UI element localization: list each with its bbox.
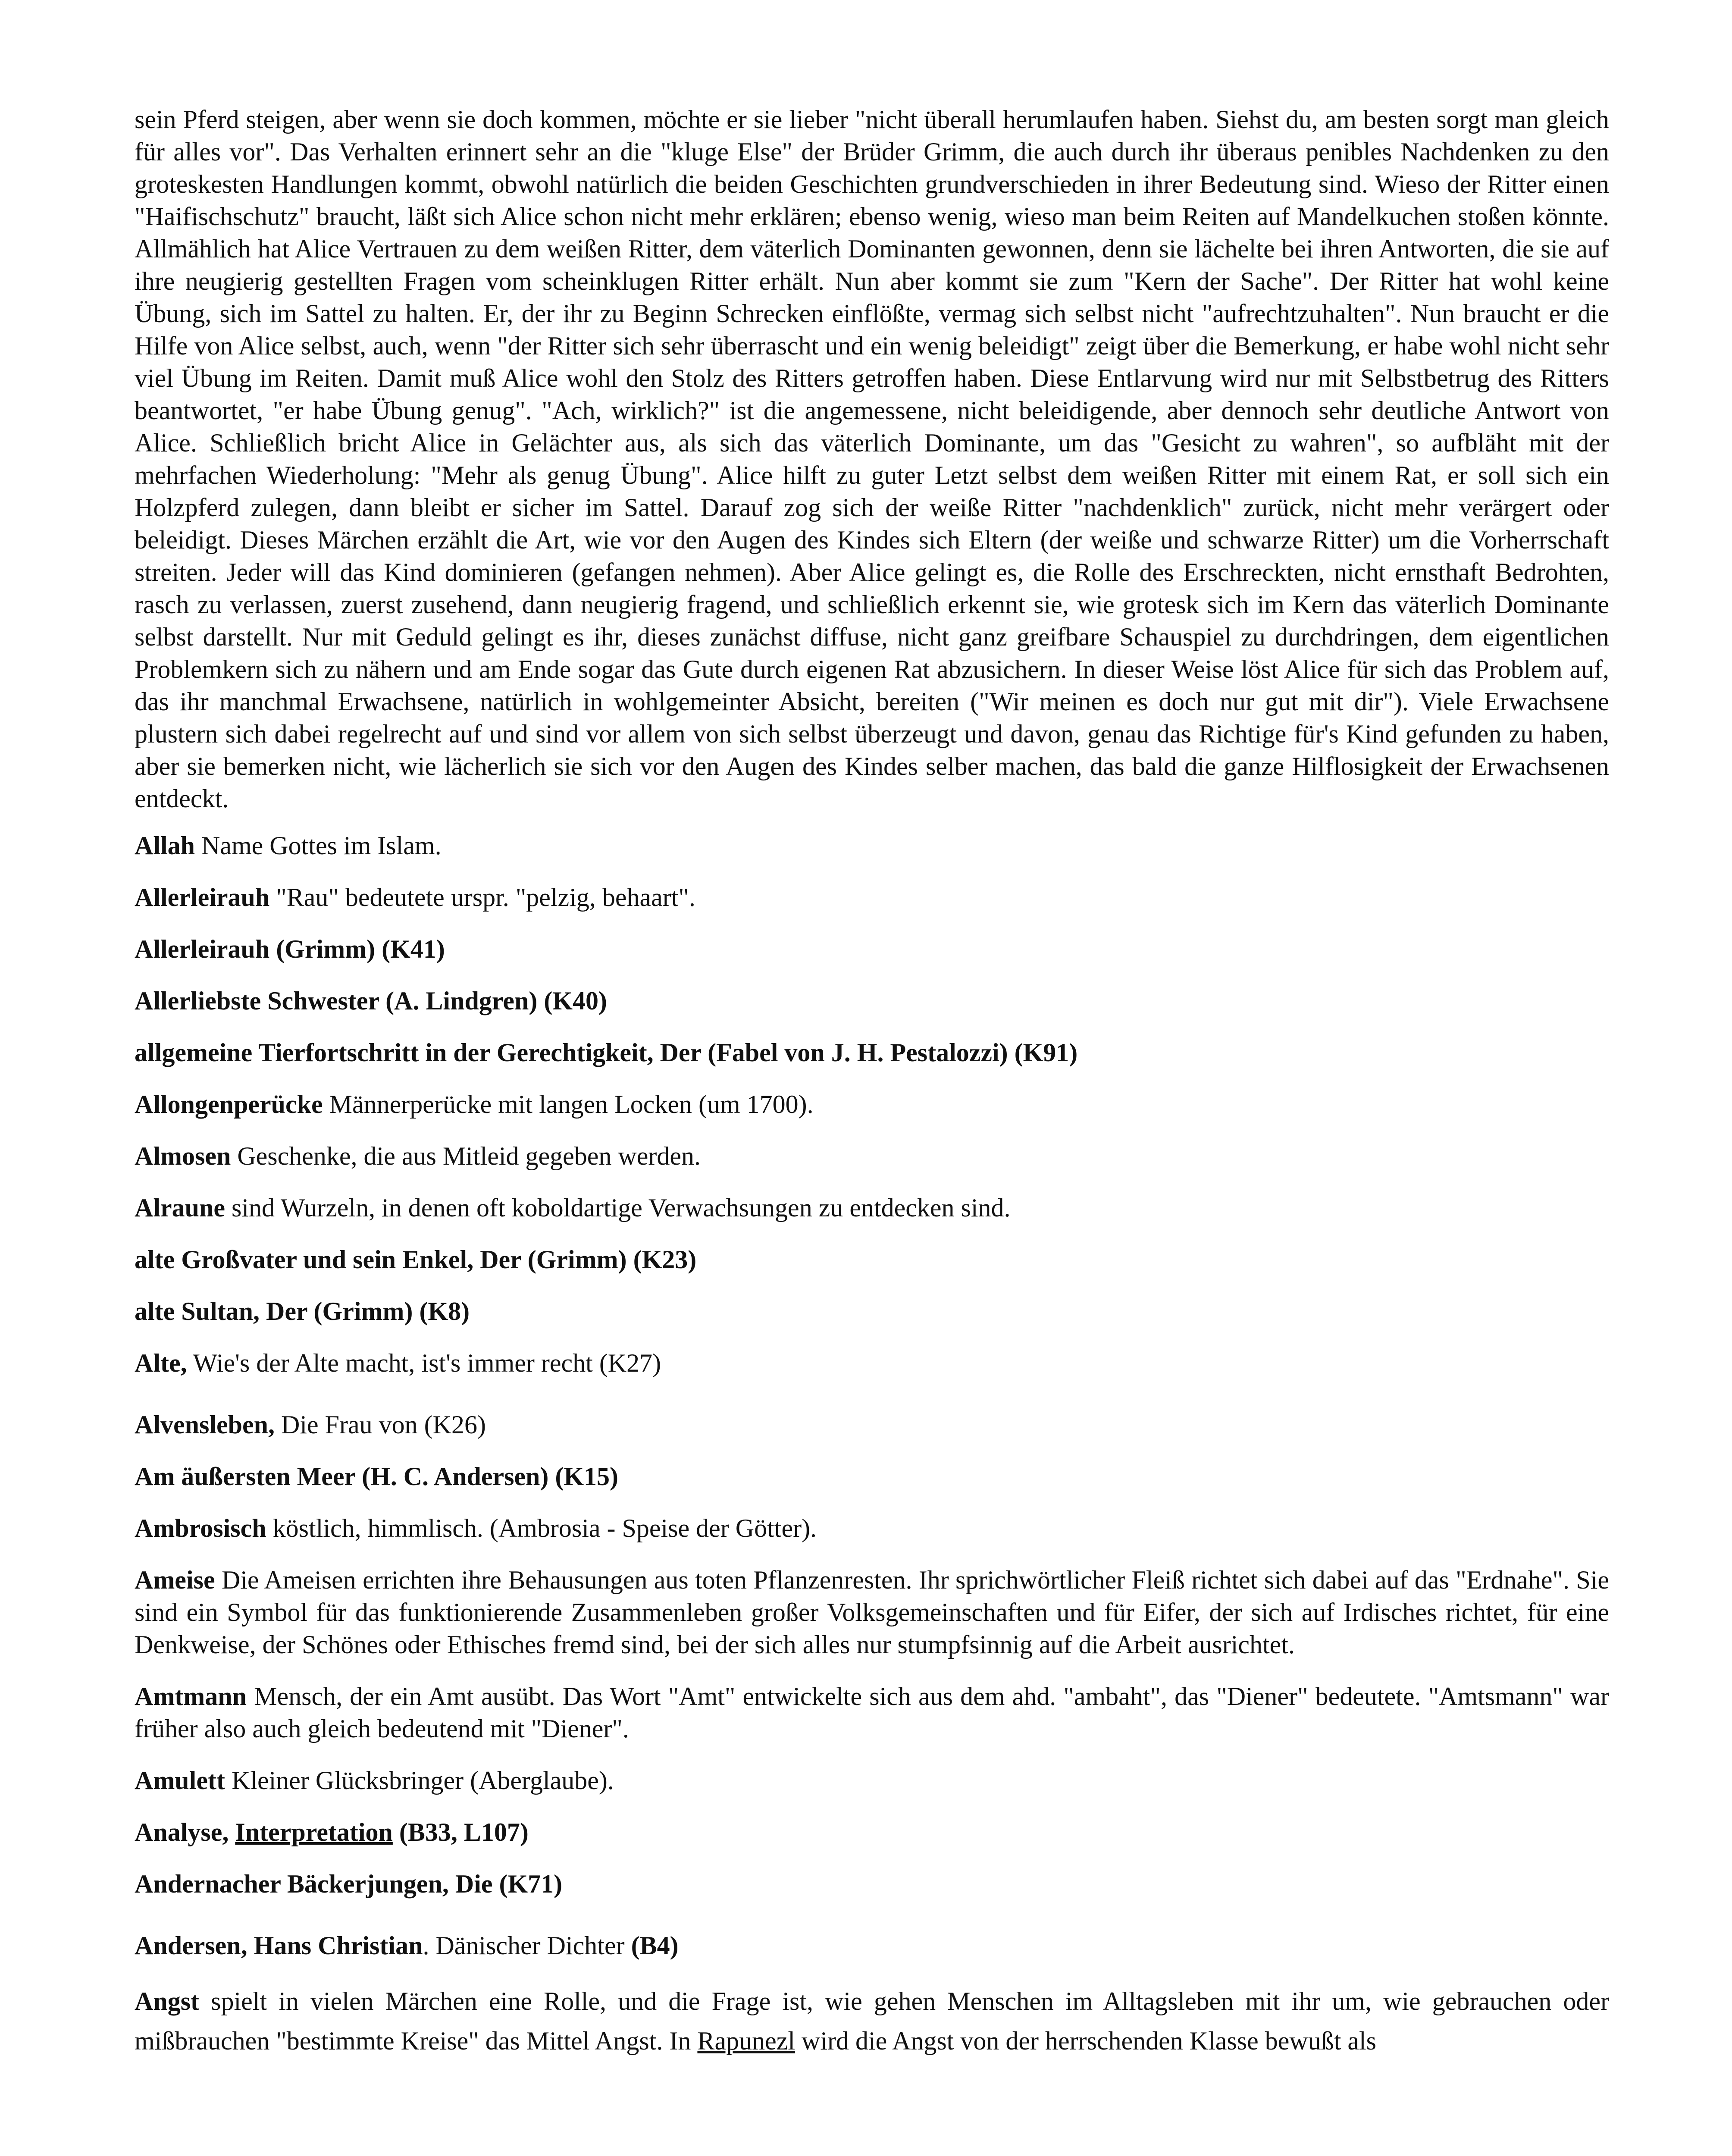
entry-text: "Rau" bedeutete urspr. "pelzig, behaart". — [269, 883, 695, 912]
entry-alte-grossvater — [135, 1244, 1609, 1276]
entry-term: Allerliebste Schwester (A. Lindgren) (K40) — [135, 987, 607, 1015]
entry-term: Allongenperücke — [135, 1090, 323, 1119]
entry-text-continued: wird die Angst von der herrschenden Klasse bewußt als — [795, 2027, 1377, 2055]
entry-alte — [135, 1347, 1609, 1379]
entry-term: Ambrosisch — [135, 1514, 266, 1542]
entry-almosen — [135, 1140, 1609, 1172]
entry-analyse — [135, 1816, 1609, 1849]
interpretation-link[interactable]: Interpretation — [235, 1818, 393, 1846]
entry-term: Angst — [135, 1987, 200, 2015]
entry-term: Alte, — [135, 1349, 187, 1377]
entry-amulett — [135, 1764, 1609, 1797]
entry-term: Almosen — [135, 1142, 231, 1170]
entry-text: sind Wurzeln, in denen oft koboldartige Verwachsungen zu entdecken sind. — [225, 1194, 1011, 1222]
entry-text: Mensch, der ein Amt ausübt. Das Wort "Amt" entwickelte sich aus dem ahd. "ambaht", das "Diener" bedeutete. "Amtsmann" war früher also auch gleich bedeutend mit "Diener". — [135, 1682, 1609, 1743]
entry-term: Andernacher Bäckerjungen, Die (K71) — [135, 1870, 563, 1898]
entry-term: Alraune — [135, 1194, 225, 1222]
entry-amtmann — [135, 1680, 1609, 1745]
entry-andersen — [135, 1930, 1609, 1962]
entry-alraune — [135, 1192, 1609, 1224]
entry-ambrosisch — [135, 1512, 1609, 1545]
entry-term: Allerleirauh (Grimm) (K41) — [135, 935, 445, 963]
entry-andernacher — [135, 1868, 1609, 1900]
entry-alte-sultan — [135, 1295, 1609, 1328]
entry-term: Allerleirauh — [135, 883, 270, 912]
entry-term: alte Sultan, Der (Grimm) (K8) — [135, 1297, 470, 1326]
entry-term: Analyse, — [135, 1818, 235, 1846]
entry-term: Amulett — [135, 1766, 225, 1795]
entry-term: Am äußersten Meer (H. C. Andersen) (K15) — [135, 1462, 619, 1491]
entry-text: . Dänischer Dichter — [423, 1931, 631, 1960]
document-page — [135, 103, 1609, 2080]
entry-text: Männerperücke mit langen Locken (um 1700). — [323, 1090, 814, 1119]
entry-text: Die Ameisen errichten ihre Behausungen aus toten Pflanzenresten. Ihr sprichwörtlicher Fleiß richtet sich dabei auf das "Erdnahe". Sie sind ein Symbol für das funktionierende Zusammenleben großer Volksgemeinschaften und für Eifer, der sich auf Irdisches richtet, für eine Denkweise, der Schönes oder Ethisches fremd sind, bei der sich alles nur stumpfsinnig auf die Arbeit ausrichtet. — [135, 1566, 1609, 1659]
entry-term: Andersen, Hans Christian — [135, 1931, 423, 1960]
entry-term: Ameise — [135, 1566, 215, 1594]
entry-allerliebste-schwester — [135, 985, 1609, 1017]
entry-allongenperuecke — [135, 1088, 1609, 1121]
entry-text: Geschenke, die aus Mitleid gegeben werden. — [231, 1142, 701, 1170]
entry-term: alte Großvater und sein Enkel, Der (Grimm) (K23) — [135, 1245, 697, 1274]
intro-paragraph: sein Pferd steigen, aber wenn sie doch kommen, möchte er sie lieber "nicht überall herumlaufen haben. Siehst du, am besten sorgt man gleich für alles vor". Das Verhalten erinnert sehr an die "kluge Else" der Brüder Grimm, die auch durch ihr überaus penibles Nachdenken zu den groteskesten Handlungen kommt, obwohl natürlich die beiden Geschichten grundverschieden in ihrer Bedeutung sind. Wieso der Ritter einen "Haifischschutz" braucht, läßt sich Alice schon nicht mehr erklären; ebenso wenig, wieso man beim Reiten auf Mandelkuchen stoßen könnte. Allmählich hat Alice Vertrauen zu dem weißen Ritter, dem väterlich Dominanten gewonnen, denn sie lächelte bei ihren Antworten, die sie auf ihre neugierig gestellten Fragen vom scheinklugen Ritter erhält. Nun aber kommt sie zum "Kern der Sache". Der Ritter hat wohl keine Übung, sich im Sattel zu halten. Er, der ihr zu Beginn Schrecken einflößte, vermag sich selbst nicht "aufrechtzuhalten". Nun braucht er die Hilfe von Alice selbst, auch, wenn "der Ritter sich sehr überrascht und ein wenig beleidigt" zeigt über die Bemerkung, er habe wohl nicht sehr viel Übung im Reiten. Damit muß Alice wohl den Stolz des Ritters getroffen haben. Diese Entlarvung wird nur mit Selbstbetrug des Ritters beantwortet, "er habe Übung genug". "Ach, wirklich?" ist die angemessene, nicht beleidigende, aber dennoch sehr deutliche Antwort von Alice. Schließlich bricht Alice in Gelächter aus, als sich das väterlich Dominante, um das "Gesicht zu wahren", so aufbläht mit der mehrfachen Wiederholung: "Mehr als genug Übung". Alice hilft zu guter Letzt selbst dem weißen Ritter mit einem Rat, er soll sich ein Holzpferd zulegen, dann bleibt er sicher im Sattel. Darauf zog sich der weiße Ritter "nachdenklich" zurück, nicht mehr verärgert oder beleidigt. Dieses Märchen erzählt die Art, wie vor den Augen des Kindes sich Eltern (der weiße und schwarze Ritter) um die Vorherrschaft streiten. Jeder will das Kind dominieren (gefangen nehmen). Aber Alice gelingt es, die Rolle des Erschreckten, nicht ernsthaft Bedrohten, rasch zu verlassen, zuerst zusehend, dann neugierig fragend, und schließlich erkennt sie, wie grotesk sich im Kern das väterlich Dominante selbst darstellt. Nur mit Geduld gelingt es ihr, dieses zunächst diffuse, nicht ganz greifbare Schauspiel zu durchdringen, dem eigentlichen Problemkern sich zu nähern und am Ende sogar das Gute durch eigenen Rat abzusichern. In dieser Weise löst Alice für sich das Problem auf, das ihr manchmal Erwachsene, natürlich in wohlgemeinter Absicht, bereiten ("Wir meinen es doch nur gut mit dir"). Viele Erwachsene plustern sich dabei regelrecht auf und sind vor allem von sich selbst überzeugt und davon, genau das Richtige für's Kind gefunden zu haben, aber sie bemerken nicht, wie lächerlich sie sich vor den Augen des Kindes selber machen, das bald die ganze Hilflosigkeit der Erwachsenen entdeckt. — [135, 105, 1609, 813]
entry-allah — [135, 830, 1609, 862]
entry-ref: (B33, L107) — [392, 1818, 529, 1846]
entry-ref: (B4) — [631, 1931, 679, 1960]
entry-allerleirauh — [135, 881, 1609, 914]
entry-text: Wie's der Alte macht, ist's immer recht (K27) — [187, 1349, 661, 1377]
entry-text: Name Gottes im Islam. — [195, 831, 442, 860]
entry-term: Alvensleben, — [135, 1410, 275, 1439]
entry-text: Die Frau von (K26) — [275, 1410, 486, 1439]
rapunezl-link[interactable]: Rapunezl — [697, 2027, 796, 2055]
entry-tierfortschritt — [135, 1037, 1609, 1069]
entry-allerleirauh-grimm — [135, 933, 1609, 965]
entry-term: allgemeine Tierfortschritt in der Gerechtigkeit, Der (Fabel von J. H. Pestalozzi) (K91) — [135, 1038, 1078, 1067]
entry-am-aeussersten-meer — [135, 1460, 1609, 1493]
entry-text: Kleiner Glücksbringer (Aberglaube). — [225, 1766, 614, 1795]
entry-term: Amtmann — [135, 1682, 247, 1711]
entry-term: Allah — [135, 831, 195, 860]
entry-text: köstlich, himmlisch. (Ambrosia - Speise der Götter). — [266, 1514, 817, 1542]
entry-text: spielt in vielen Märchen eine Rolle, und die Frage ist, wie gehen Menschen im Alltagsleben mit ihr um, wie gebrauchen oder mißbrauchen "bestimmte Kreise" das Mittel Angst. In — [135, 1987, 1609, 2055]
entry-alvensleben — [135, 1409, 1609, 1441]
entry-angst — [135, 1981, 1609, 2061]
entry-ameise — [135, 1564, 1609, 1661]
